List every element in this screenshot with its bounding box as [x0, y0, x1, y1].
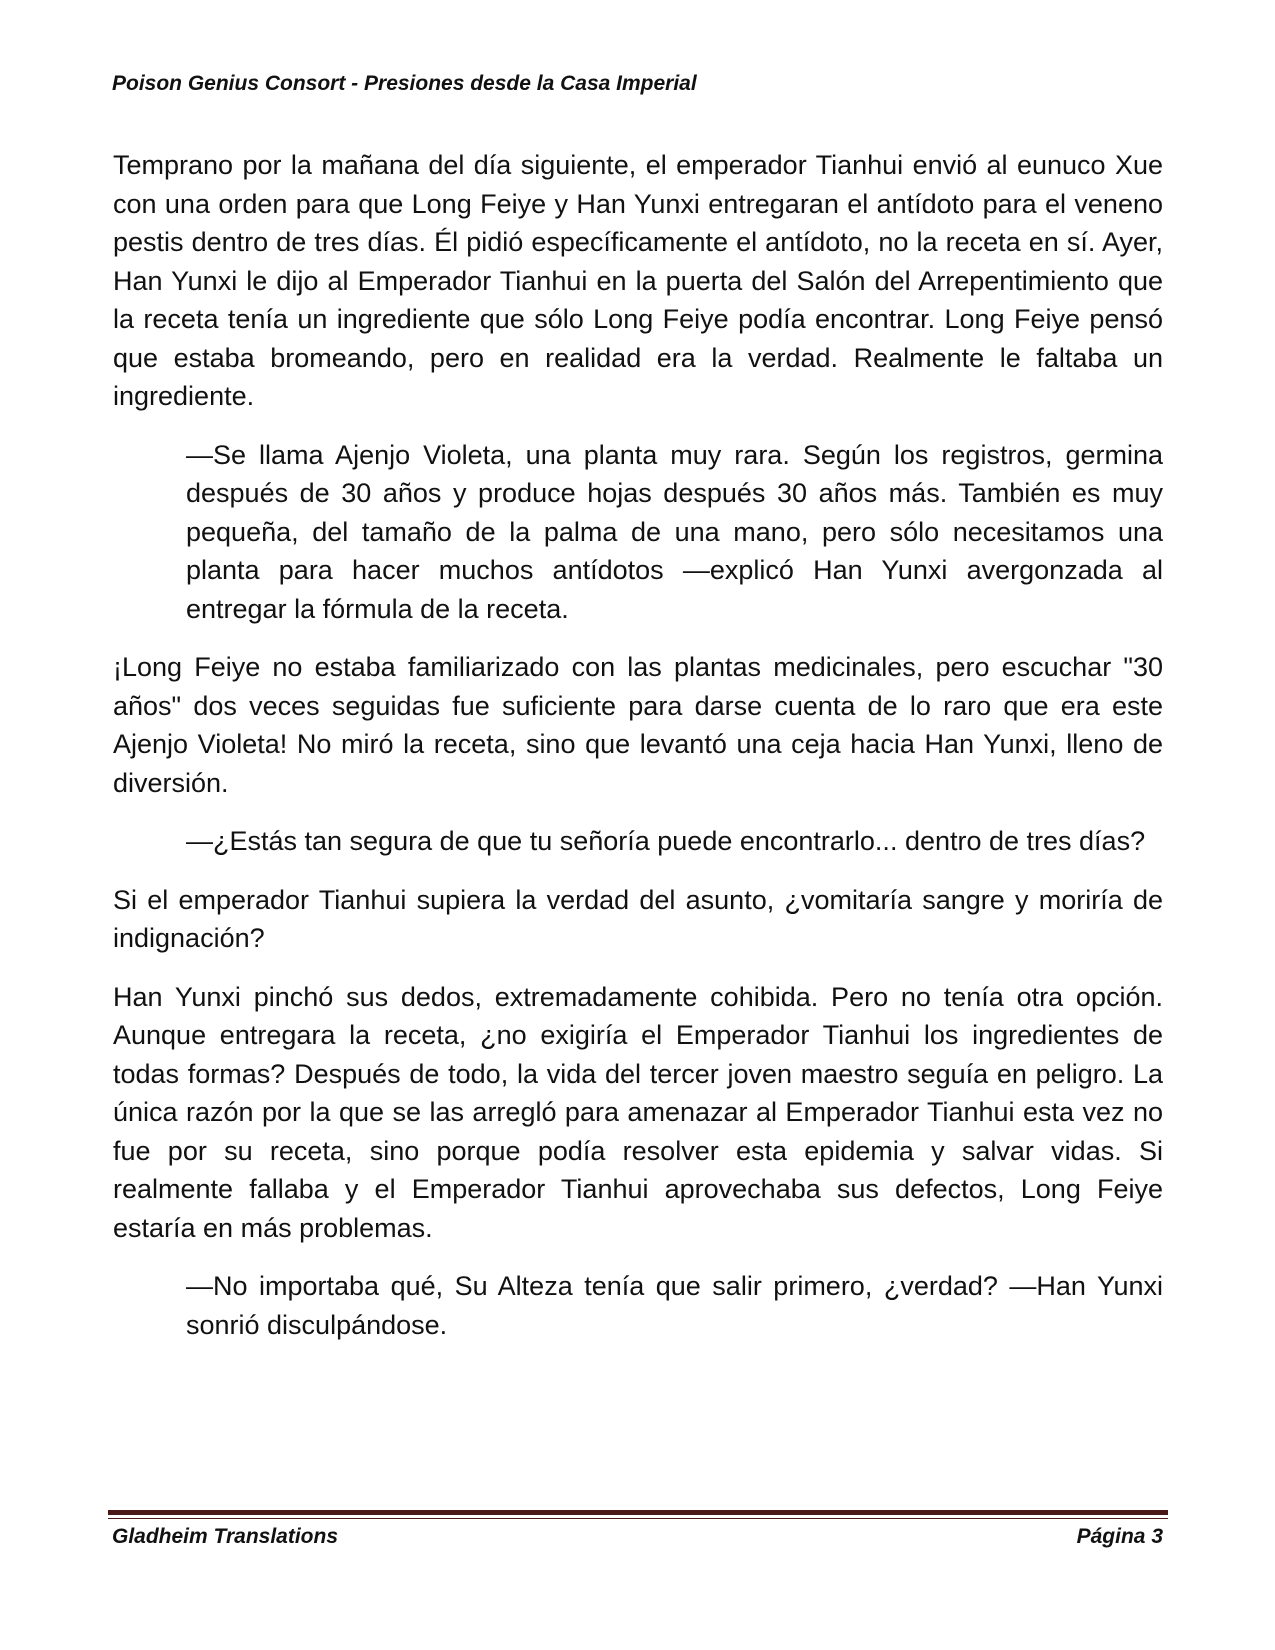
footer-divider-thin — [108, 1518, 1168, 1519]
paragraph-5: Si el emperador Tianhui supiera la verdad del asunto, ¿vomitaría sangre y moriría de indignación? — [113, 884, 1163, 953]
dialogue-paragraph-4: —¿Estás tan segura de que tu señoría puede encontrarlo... dentro de tres días? — [186, 826, 1146, 856]
document-body — [113, 146, 1163, 1364]
paragraph-3: ¡Long Feiye no estaba familiarizado con las plantas medicinales, pero escuchar "30 años" dos veces seguidas fue suficiente para darse cuenta de lo raro que era este Ajenjo Violeta! No miró la receta, sino que levantó una ceja hacia Han Yunxi, lleno de diversión. — [113, 652, 1163, 798]
footer-publisher: Gladheim Translations — [112, 1525, 339, 1548]
footer-page-number: Página 3 — [1076, 1525, 1163, 1548]
paragraph-1: Temprano por la mañana del día siguiente, el emperador Tianhui envió al eunuco Xue con una orden para que Long Feiye y Han Yunxi entregaran el antídoto para el veneno pestis dentro de tres días. Él pidió específicamente el antídoto, no la receta en sí. Ayer, Han Yunxi le dijo al Emperador Tianhui en la puerta del Salón del Arrepentimiento que la receta tenía un ingrediente que sólo Long Feiye podía encontrar. Long Feiye pensó que estaba bromeando, pero en realidad era la verdad. Realmente le faltaba un ingrediente. — [113, 150, 1163, 411]
page-header-title: Poison Genius Consort - Presiones desde la Casa Imperial — [112, 72, 697, 95]
footer-divider-thick — [108, 1510, 1168, 1515]
dialogue-paragraph-7: —No importaba qué, Su Alteza tenía que salir primero, ¿verdad? —Han Yunxi sonrió disculpándose. — [186, 1271, 1163, 1340]
dialogue-paragraph-2: —Se llama Ajenjo Violeta, una planta muy rara. Según los registros, germina después de 30 años y produce hojas después 30 años más. También es muy pequeña, del tamaño de la palma de una mano, pero sólo necesitamos una planta para hacer muchos antídotos —explicó Han Yunxi avergonzada al entregar la fórmula de la receta. — [186, 439, 1163, 624]
paragraph-6: Han Yunxi pinchó sus dedos, extremadamente cohibida. Pero no tenía otra opción. Aunque entregara la receta, ¿no exigiría el Emperador Tianhui los ingredientes de todas formas? Después de todo, la vida del tercer joven maestro seguía en peligro. La única razón por la que se las arregló para amenazar al Emperador Tianhui esta vez no fue por su receta, sino porque podía resolver esta epidemia y salvar vidas. Si realmente fallaba y el Emperador Tianhui aprovechaba sus defectos, Long Feiye estaría en más problemas. — [113, 981, 1163, 1243]
